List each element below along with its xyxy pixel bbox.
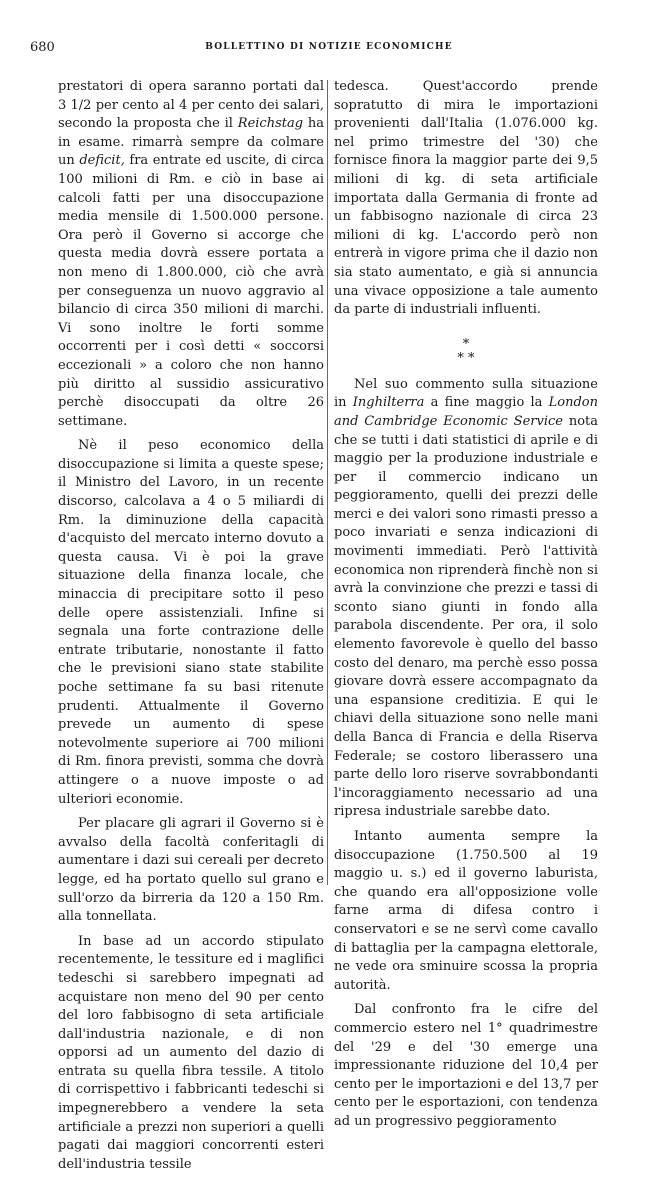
column-divider [327,80,328,885]
emphasis-reichstag: Reichstag [237,116,304,132]
text-run: ha in esame. rimarrà sempre da colmare un [58,116,324,169]
emphasis-inghilterra: Inghilterra [352,395,425,411]
emphasis-deficit: deficit, [79,153,125,169]
emphasis-lces: London and Cambridge Economic Service [334,395,598,429]
text-run: fra entrate ed uscite, di circa 100 milioni di Rm. e ciò in base ai calcoli fatti per una disoccupazione media mensile di 1.500.000 persone. Ora però il Governo si accorge che questa media dovrà essere portata a non meno di 1.800.000, ciò che avrà per conseguenza un nuovo aggravio al bilancio di circa 350 milioni di marchi. Vi sono inoltre le forti somme occorrenti per i così detti « soccorsi eccezionali » a coloro che non hanno più diritto al sussidio assicurativo perchè disoccupati da oltre 26 settimane. [58,153,324,429]
right-column [334,78,598,1137]
left-column [58,78,324,1180]
asterism-bottom: * * [457,350,475,366]
page-number: 680 [30,40,55,55]
right-paragraph-2 [334,376,598,822]
left-paragraph-1 [58,78,324,431]
right-paragraph-3: Intanto aumenta sempre la disoccupazione (1.750.500 al 19 maggio u. s.) ed il governo laburista, che quando era all'opposizione volle farne arma di difesa contro i conservatori e se ne servì come cavallo di battaglia per la campagna elettorale, ne vede ora sminuire scossa la propria autorità. [334,828,598,993]
left-paragraph-4: In base ad un accordo stipulato recentemente, le tessiture ed i maglifici tedeschi si sarebbero impegnati ad acquistare non meno del 90 per cento del loro fabbisogno di seta artificiale dall'industria nazionale, e di non opporsi ad un aumento del dazio di entrata su quella fibra tessile. A titolo di corrispettivo i fabbricanti tedeschi si impegnerebbero a vendere la seta artificiale a prezzi non superiori a quelli pagati dai maggiori concorrenti esteri dell'industria tessile [58,933,324,1172]
text-run: a fine maggio la [424,395,549,411]
left-paragraph-3: Per placare gli agrari il Governo si è avvalso della facoltà conferitagli di aumentare i dazi sui cereali per decreto legge, ed ha portato quello sul grano e sull'orzo da birreria da 120 a 150 Rm. alla tonnellata. [58,816,324,925]
text-run: nota che se tutti i dati statistici di aprile e di maggio per la produzione industriale e per il commercio indicano un peggioramento, quelli dei prezzi delle merci e dei valori sono rimasti presso a poco invariati e senza indicazioni di movimenti immediati. Però l'attività economica non riprenderà finchè non si avrà la convinzione che prezzi e tassi di sconto siano giunti in fondo alla parabola discendente. Per ora, il solo elemento favorevole è quello del basso costo del denaro, ma perchè esso possa giovare dovrà essere accompagnato da una espansione creditizia. E qui le chiavi della situazione sono nelle mani della Banca di Francia e della Riserva Federale; se costoro liberassero una parte dello loro riserve sovrabbondanti l'incoraggiamento necessario ad una ripresa industriale sarebbe dato. [334,413,598,820]
asterism-top: * [462,336,470,352]
right-paragraph-1: tedesca. Quest'accordo prende sopratutto di mira le importazioni provenienti dall'Italia (1.076.000 kg. nel primo trimestre del '30) che fornisce finora la maggior parte dei 9,5 milioni di kg. di seta artificiale importata dalla Germania di fronte ad un fabbisogno nazionale di circa 23 milioni di kg. L'accordo però non entrerà in vigore prima che il dazio non sia stato aumentato, e già si annuncia una vivace opposizione a tale aumento da parte di industriali influenti. [334,79,598,318]
page-header [30,40,628,58]
asterism [334,338,598,366]
running-title: BOLLETTINO DI NOTIZIE ECONOMICHE [205,42,453,52]
text-run: Nel suo commento sulla situazione in [334,376,598,411]
left-paragraph-2: Nè il peso economico della disoccupazione si limita a queste spese; il Ministro del Lavoro, in un recente discorso, calcolava a 4 o 5 miliardi di Rm. la diminuzione della capacità d'acquisto del mercato interno dovuto a questa causa. Vi è poi la grave situazione della finanza locale, che minaccia di precipitare sotto il peso delle opere assistenziali. Infine si segnala una forte contrazione delle entrate tributarie, nonostante il fatto che le previsioni siano state stabilite poche settimane fa su basi ritenute prudenti. Attualmente il Governo prevede un aumento di spese notevolmente superiore ai 700 milioni di Rm. finora previsti, somma che dovrà attingere o a nuove imposte o ad ulteriori economie. [58,438,324,807]
right-paragraph-4: Dal confronto fra le cifre del commercio estero nel 1° quadrimestre del '29 e del '30 emerge una impressionante riduzione del 10,4 per cento per le importazioni e del 13,7 per cento per le esportazioni, con tendenza ad un progressivo peggioramento [334,1002,598,1129]
text-run: prestatori di opera saranno portati dal 3 1/2 per cento al 4 per cento dei salari, secondo la proposta che il [58,79,324,132]
